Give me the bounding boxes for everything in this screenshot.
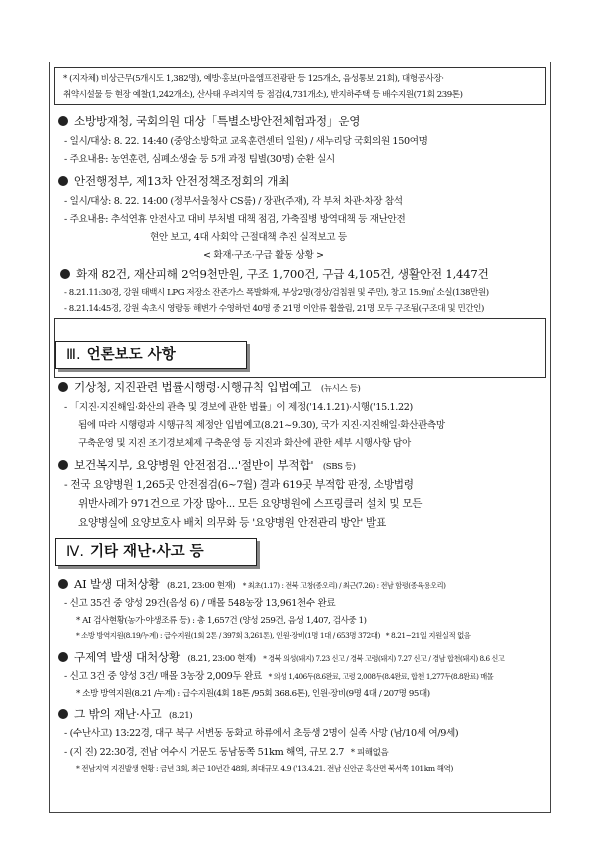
bullet-icon (58, 579, 68, 589)
fmd-line2: * 소방 방역지원(8.21 /누계) : 급수지원(4회 18톤 /95회 368.6톤), 인원·장비(9명 4대 / 207명 95대) (76, 689, 430, 699)
emergency-note-box (54, 67, 546, 105)
activity-line2: - 8.21.14:45경, 강원 속초시 영랑동 해변가 수영하던 40명 중 21명 이안류 휩쓸림, 21명 모두 구조됨(구조대 및 민간인) (64, 304, 484, 314)
item2-title: 안전행정부, 제13차 안전정책조정회의 개최 (74, 174, 290, 188)
bullet-icon (60, 269, 70, 279)
etc-title: 그 밖의 재난·사고 (74, 707, 162, 721)
item1-heading (58, 113, 360, 129)
fmd-note: * 경북 의성(돼지) 7.23 신고 / 경북 고령(돼지) 7.27 신고 / 경남 합천(돼지) 8.6 신고 (263, 654, 505, 663)
activity-title: < 화재·구조·구급 활동 상황 > (200, 247, 327, 261)
section3-b-line3: 요양병실에 요양보호사 배치 의무화 등 '요양병원 안전관리 방안' 발표 (78, 517, 386, 529)
document-page (49, 62, 551, 813)
etc-line2: - (지 진) 22:30경, 전남 여수시 거문도 동남동쪽 51km 해역, 규모 2.7 (64, 747, 345, 758)
top-note-line2: 취약시설물 등 현장 예찰(1,242개소), 산사태 우려지역 등 점검(4,731개소), 반지하주택 등 배수지원(71회 239톤) (63, 90, 463, 100)
bullet-icon (58, 382, 68, 392)
fmd-heading (58, 649, 504, 665)
section3-number: Ⅲ. (66, 347, 81, 363)
activity-summary-row (60, 266, 489, 282)
bullet-icon (58, 176, 68, 186)
etc-line1: - (수난사고) 13:22경, 대구 북구 서변동 동화교 하류에서 초등생 2명이 실족 사망 (남/10세 여/9세) (64, 728, 459, 739)
item1-title: 소방방재청, 국회의원 대상「특별소방안전체험과정」운영 (74, 114, 361, 128)
etc-line2-note: * 피해없음 (350, 748, 389, 758)
top-note-line1: * (지자체) 비상근무(5개시도 1,382명), 예방·홍보(마을엠프전광판 등 125개소, 음성통보 21회), 대형공사장· (63, 74, 444, 84)
bullet-icon (58, 652, 68, 662)
section3-a-source: (뉴시스 등) (320, 384, 361, 394)
bullet-icon (58, 460, 68, 470)
section3-a-title: 기상청, 지진관련 법률시행령·시행규칙 입법예고 (74, 380, 312, 394)
fmd-title: 구제역 발생 대처상황 (74, 650, 180, 664)
item2-line1: - 일시/대상: 8. 22. 14:00 (정부서울청사 CS룸) / 장관(주재), 각 부처 차관·차장 참석 (64, 196, 403, 207)
ai-line3 (76, 630, 470, 641)
section3-title: 언론보도 사항 (86, 347, 176, 363)
section4-header (55, 538, 257, 566)
etc-line2-row (64, 744, 388, 758)
section3-a-line3: 구축운영 및 지진 조기경보체제 구축운영 등 지진과 화산에 관한 세부 시행사항 담아 (78, 438, 411, 449)
section3-a-heading (58, 379, 360, 395)
item2-line2: - 주요내용: 추석연휴 안전사고 대비 부처별 대책 점검, 가축질병 방역대책 등 재난안전 (64, 214, 406, 225)
ai-line3-main: * 소방 방역지원(8.19/누계) : 급수지원(1회 2톤 / 397회 3,261톤), 인원·장비(1명 1대 / 653명 372대) (76, 631, 380, 640)
section3-header (55, 341, 247, 369)
item2-heading (58, 173, 289, 189)
ai-heading (58, 576, 445, 592)
item1-line2: - 주요내용: 농연훈련, 심폐소생술 등 5개 과정 팀별(30명) 순환 실시 (64, 154, 335, 165)
fmd-line1: - 신고 3건 중 양성 3건/ 매몰 3농장 2,009두 완료 (64, 671, 262, 682)
section4-title: 기타 재난·사고 등 (90, 544, 204, 560)
etc-date: (8.21) (168, 711, 193, 721)
item1-line1: - 일시/대상: 8. 22. 14:40 (중앙소방학교 교육훈련센터 일원) / 새누리당 국회의원 150여명 (64, 136, 428, 147)
ai-line2: * AI 검사현황(농가·야생조류 등) : 총 1,657건 (양성 259건, 음성 1,407, 검사중 1) (76, 616, 367, 626)
section3-a-line2: 됨에 따라 시행령과 시행규칙 제정안 입법예고(8.21~9.30), 국가 지진·지진해일·화산관측망 (78, 420, 445, 431)
section3-b-heading (58, 457, 356, 473)
section3-b-line1: - 전국 요양병원 1,265곳 안전점검(6~7월) 결과 619곳 부적합 판정, 소방법령 (64, 479, 414, 491)
section3-a-line1: - 「지진·지진해일·화산의 관측 및 경보에 관한 법률」이 제정('14.1.21)·시행('15.1.22) (64, 402, 413, 413)
etc-line3: * 전남지역 지진발생 현황 : 금년 3회, 최근 10년간 48회, 최대규모 4.9 ('13.4.21. 전남 신안군 흑산면 북서쪽 101km 해역) (76, 764, 453, 773)
ai-line1: - 신고 35건 중 양성 29건(음성 6) / 매몰 548농장 13,961천수 완료 (64, 598, 336, 609)
fmd-time: (8.21, 23:00 현재) (187, 654, 256, 664)
section4-number: Ⅳ. (66, 544, 84, 560)
ai-line3-extra: * 8.21~21일 지원실적 없음 (385, 631, 471, 640)
bullet-icon (58, 709, 68, 719)
activity-line1: - 8.21.11:30경, 강원 태백시 LPG 저장소 잔존가스 폭발화재, 부상2명(경상/검침원 및 주민), 창고 15.9㎡ 소실(138만원) (64, 288, 489, 298)
item2-line3: 현안 보고, 4대 사회악 근절대책 추진 실적보고 등 (150, 232, 347, 243)
section3-b-line2: 위반사례가 971건으로 가장 많아... 모든 요양병원에 스프링클러 설치 및 모든 (78, 498, 423, 510)
ai-time: (8.21, 23:00 현재) (167, 581, 236, 591)
section3-b-title: 보건복지부, 요양병원 안전점검...'절반이 부적합' (74, 458, 314, 472)
ai-note: * 최초(1.17) : 전북 고창(종오리) / 최근(7.26) : 전남 함평(종육용오리) (242, 581, 446, 590)
fmd-line1-row (64, 668, 493, 682)
activity-summary: 화재 82건, 재산피해 2억9천만원, 구조 1,700건, 구급 4,105건, 생활안전 1,447건 (76, 267, 489, 281)
bullet-icon (58, 116, 68, 126)
ai-title: AI 발생 대처상황 (74, 577, 160, 591)
fmd-line1-note: * 의성 1,406두(8.6완료, 고령 2,008두(8.4완료, 합천 1,277두(8.8완료) 매몰 (268, 672, 494, 681)
etc-heading (58, 706, 192, 722)
section3-b-source: (SBS 등) (322, 462, 356, 472)
